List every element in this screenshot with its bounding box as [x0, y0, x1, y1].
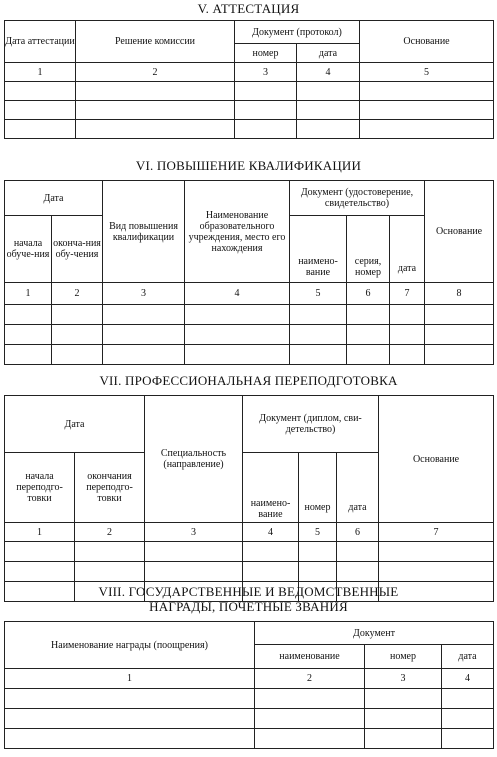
header-doc-number: номер [365, 645, 442, 669]
table-cell[interactable] [5, 542, 75, 562]
table-cell[interactable] [255, 709, 365, 729]
table-cell[interactable] [299, 562, 337, 582]
table-cell[interactable] [297, 120, 360, 139]
table-cell[interactable] [185, 345, 290, 365]
table-cell[interactable] [360, 101, 494, 120]
table-cell[interactable] [243, 562, 299, 582]
table-cell[interactable] [390, 345, 425, 365]
table-cell[interactable] [425, 325, 494, 345]
section-5-title: V. АТТЕСТАЦИЯ [197, 1, 300, 16]
header-doc-date: дата [297, 44, 360, 63]
column-numbers-row [5, 283, 494, 305]
table-cell[interactable] [365, 709, 442, 729]
header-attestation-date: Дата аттестации [5, 21, 76, 63]
table-row[interactable] [5, 82, 494, 101]
table-cell[interactable] [360, 120, 494, 139]
header-end-date: окончания переподго-товки [75, 453, 145, 523]
table-cell[interactable] [52, 325, 103, 345]
table-cell[interactable] [290, 325, 347, 345]
table-cell[interactable] [103, 345, 185, 365]
table-cell[interactable] [76, 82, 235, 101]
header-start-date: начала обуче-ния [5, 216, 52, 283]
column-number: 1 [5, 523, 75, 542]
table-cell[interactable] [347, 345, 390, 365]
table-cell[interactable] [255, 689, 365, 709]
header-document-diploma: Документ (диплом, сви-детельство) [243, 396, 379, 453]
table-row[interactable] [5, 689, 494, 709]
column-number: 2 [52, 283, 103, 305]
header-commission-decision: Решение комиссии [76, 21, 235, 63]
table-cell[interactable] [299, 542, 337, 562]
table-cell[interactable] [235, 82, 297, 101]
table-cell[interactable] [337, 542, 379, 562]
table-cell[interactable] [365, 689, 442, 709]
header-doc-series: серия, номер [347, 216, 390, 283]
table-cell[interactable] [425, 305, 494, 325]
table-cell[interactable] [5, 82, 76, 101]
table-cell[interactable] [5, 325, 52, 345]
table-cell[interactable] [347, 305, 390, 325]
column-number: 3 [365, 669, 442, 689]
header-award-name: Наименование награды (поощрения) [5, 622, 255, 669]
awards-table [4, 621, 494, 749]
header-doc-date: дата [390, 216, 425, 283]
header-doc-number: номер [299, 453, 337, 523]
header-start-date: начала переподго-товки [5, 453, 75, 523]
table-row[interactable] [5, 542, 494, 562]
section-7-title: VII. ПРОФЕССИОНАЛЬНАЯ ПЕРЕПОДГОТОВКА [99, 373, 398, 388]
table-cell[interactable] [103, 325, 185, 345]
table-cell[interactable] [76, 120, 235, 139]
column-number: 1 [5, 669, 255, 689]
table-cell[interactable] [5, 101, 76, 120]
column-number: 4 [185, 283, 290, 305]
table-cell[interactable] [103, 305, 185, 325]
section-6-title: VI. ПОВЫШЕНИЕ КВАЛИФИКАЦИИ [135, 158, 362, 173]
column-number: 4 [297, 63, 360, 82]
table-row[interactable] [5, 709, 494, 729]
table-cell[interactable] [5, 729, 255, 749]
column-number: 4 [243, 523, 299, 542]
table-cell[interactable] [243, 542, 299, 562]
table-cell[interactable] [76, 101, 235, 120]
table-cell[interactable] [5, 689, 255, 709]
header-institution: Наименование образовательного учреждения, место его нахождения [185, 181, 290, 283]
column-number: 3 [145, 523, 243, 542]
header-doc-name: наименование [255, 645, 365, 669]
table-row[interactable] [5, 562, 494, 582]
table-cell[interactable] [52, 305, 103, 325]
table-cell[interactable] [255, 729, 365, 749]
header-date: Дата [5, 181, 103, 216]
table-cell[interactable] [185, 305, 290, 325]
column-numbers-row [5, 669, 494, 689]
table-cell[interactable] [297, 101, 360, 120]
header-qualification-type: Вид повышения квалификации [103, 181, 185, 283]
section-8-title: VIII. ГОСУДАРСТВЕННЫЕ И ВЕДОМСТВЕННЫЕ НАГРАДЫ, ПОЧЕТНЫЕ ЗВАНИЯ [98, 584, 399, 614]
header-specialty: Специальность (направление) [145, 396, 243, 523]
header-doc-date: дата [442, 645, 494, 669]
header-document-protocol: Документ (протокол) [235, 21, 360, 44]
table-cell[interactable] [75, 542, 145, 562]
column-number: 5 [299, 523, 337, 542]
table-cell[interactable] [442, 689, 494, 709]
table-cell[interactable] [442, 729, 494, 749]
column-number: 5 [360, 63, 494, 82]
column-numbers-row [5, 63, 494, 82]
column-number: 6 [337, 523, 379, 542]
table-row[interactable] [5, 305, 494, 325]
table-row[interactable] [5, 325, 494, 345]
table-cell[interactable] [52, 345, 103, 365]
table-row[interactable] [5, 345, 494, 365]
column-number: 2 [76, 63, 235, 82]
table-cell[interactable] [5, 345, 52, 365]
column-numbers-row [5, 523, 494, 542]
column-number: 1 [5, 63, 76, 82]
table-cell[interactable] [360, 82, 494, 101]
table-cell[interactable] [5, 120, 76, 139]
table-cell[interactable] [297, 82, 360, 101]
table-cell[interactable] [75, 562, 145, 582]
header-document: Документ [255, 622, 494, 645]
table-cell[interactable] [425, 345, 494, 365]
retraining-table [4, 395, 494, 602]
header-document-certificate: Документ (удостоверение, свидетельство) [290, 181, 425, 216]
table-row[interactable] [5, 729, 494, 749]
column-number: 1 [5, 283, 52, 305]
table-cell[interactable] [390, 325, 425, 345]
column-number: 6 [347, 283, 390, 305]
table-cell[interactable] [5, 562, 75, 582]
column-number: 2 [75, 523, 145, 542]
table-cell[interactable] [5, 305, 52, 325]
column-number: 3 [235, 63, 297, 82]
table-cell[interactable] [379, 562, 494, 582]
table-cell[interactable] [379, 542, 494, 562]
column-number: 3 [103, 283, 185, 305]
table-cell[interactable] [235, 101, 297, 120]
qualification-table [4, 180, 494, 365]
table-cell[interactable] [337, 562, 379, 582]
table-cell[interactable] [290, 345, 347, 365]
header-basis: Основание [425, 181, 494, 283]
header-basis: Основание [379, 396, 494, 523]
table-cell[interactable] [347, 325, 390, 345]
header-basis: Основание [360, 21, 494, 63]
table-cell[interactable] [442, 709, 494, 729]
header-date: Дата [5, 396, 145, 453]
table-cell[interactable] [185, 325, 290, 345]
header-end-date: оконча-ния обу-чения [52, 216, 103, 283]
table-cell[interactable] [145, 562, 243, 582]
column-number: 8 [425, 283, 494, 305]
table-row[interactable] [5, 101, 494, 120]
attestation-table [4, 20, 494, 139]
header-doc-name: наимено-вание [243, 453, 299, 523]
table-row[interactable] [5, 120, 494, 139]
header-doc-date: дата [337, 453, 379, 523]
header-doc-name: наимено-вание [290, 216, 347, 283]
table-cell[interactable] [365, 729, 442, 749]
column-number: 2 [255, 669, 365, 689]
column-number: 7 [379, 523, 494, 542]
table-cell[interactable] [145, 542, 243, 562]
column-number: 5 [290, 283, 347, 305]
column-number: 4 [442, 669, 494, 689]
header-doc-number: номер [235, 44, 297, 63]
table-cell[interactable] [290, 305, 347, 325]
table-cell[interactable] [5, 709, 255, 729]
table-cell[interactable] [390, 305, 425, 325]
column-number: 7 [390, 283, 425, 305]
table-cell[interactable] [235, 120, 297, 139]
